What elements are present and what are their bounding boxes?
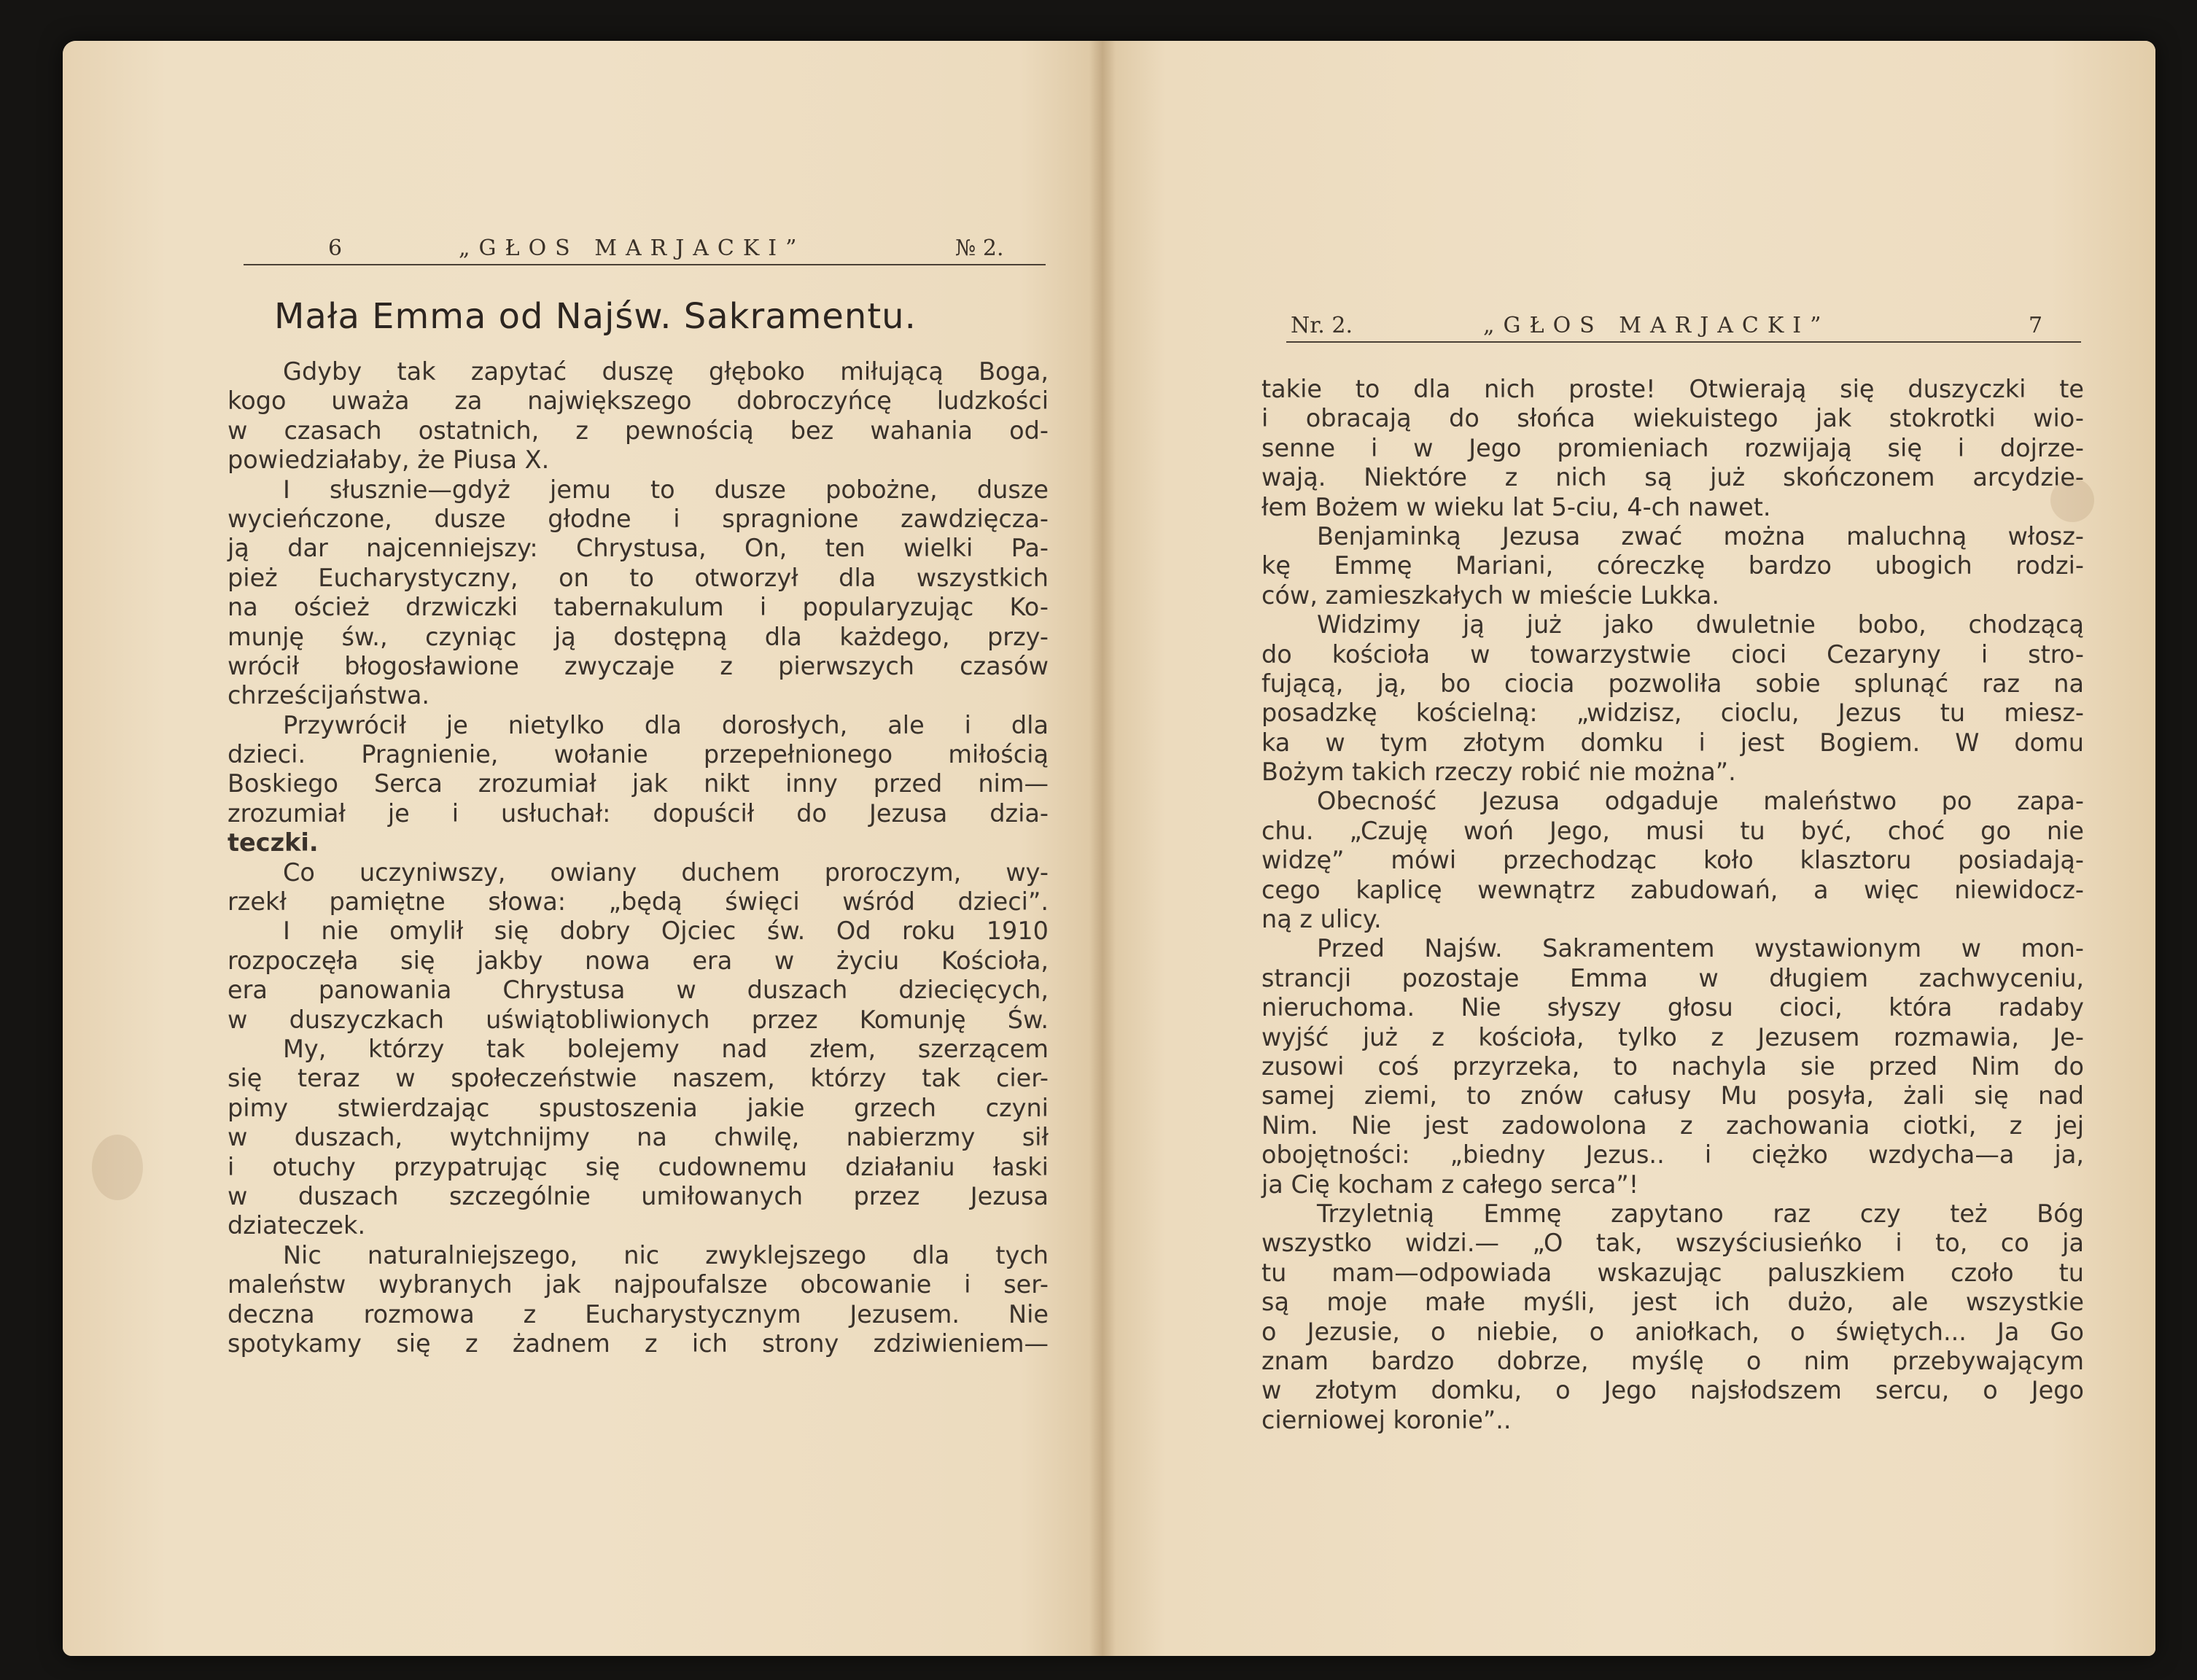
text-line: się teraz w społeczeństwie naszem, którzy tak cier- [228, 1064, 1049, 1093]
right-page-header [1286, 309, 2081, 343]
text-line: Widzimy ją już jako dwuletnie bobo, chodzącą [1317, 610, 2084, 639]
text-line: teczki. [228, 828, 319, 858]
text-line: wrócił błogosławione zwyczaje z pierwszych czasów [228, 651, 1049, 680]
running-title: „GŁOS MARJACKI” [1483, 313, 1830, 338]
text-line: Gdyby tak zapytać duszę głęboko miłującą Boga, [283, 357, 1049, 386]
text-line: w złotym domku, o Jego najsłodszem sercu, o Jego [1261, 1376, 2084, 1405]
text-line: chu. „Czuję woń Jego, musi tu być, choć go nie [1261, 816, 2084, 845]
left-page-header [244, 232, 1046, 265]
text-line: i obracają do słońca wiekuistego jak stokrotki wio- [1261, 404, 2084, 433]
text-line: dzieci. Pragnienie, wołanie przepełnionego miłością [228, 740, 1049, 769]
text-line: deczna rozmowa z Eucharystycznym Jezusem. Nie [228, 1299, 1049, 1329]
text-line: o Jezusie, o niebie, o aniołkach, o świętych... Ja Go [1261, 1317, 2084, 1346]
text-line: Obecność Jezusa odgaduje maleństwo po zapa- [1317, 787, 2084, 816]
text-line: rozpoczęła się jakby nowa era w życiu Kościoła, [228, 946, 1049, 975]
text-line: w duszyczkach uświątobliwionych przez Komunję Św. [228, 1005, 1049, 1034]
text-line: ców, zamieszkałych w mieście Lukka. [1261, 580, 1720, 610]
text-line: posadzkę kościelną: „widzisz, cioclu, Jezus tu miesz- [1261, 699, 2084, 728]
text-line: na oścież drzwiczki tabernakulum i popularyzując Ko- [228, 593, 1049, 622]
issue-number: Nr. 2. [1291, 313, 1353, 338]
text-line: Nic naturalniejszego, nic zwyklejszego dla tych [283, 1240, 1049, 1269]
right-page-body [1261, 375, 2084, 1435]
text-line: dziateczek. [228, 1211, 366, 1240]
text-line: obojętności: „biedny Jezus.. i ciężko wzdycha—a ja, [1261, 1140, 2084, 1170]
text-line: strancji pozostaje Emma w długiem zachwyceniu, [1261, 963, 2084, 992]
text-line: są moje małe myśli, jest ich dużo, ale wszystkie [1261, 1288, 2084, 1317]
text-line: pież Eucharystyczny, on to otworzył dla wszystkich [228, 563, 1049, 592]
text-line: kę Emmę Mariani, córeczkę bardzo ubogich rodzi- [1261, 551, 2084, 580]
text-line: ną z ulicy. [1261, 905, 1382, 934]
text-line: w duszach szczególnie umiłowanych przez Jezusa [228, 1181, 1049, 1210]
page-number: 6 [328, 236, 343, 261]
page-number: 7 [2029, 313, 2043, 338]
text-line: cego kaplicę wewnątrz zabudowań, a więc niewidocz- [1261, 875, 2084, 904]
text-line: cierniowej koronie”.. [1261, 1405, 1512, 1434]
text-line: pimy stwierdzając spustoszenia jakie grzech czyni [228, 1093, 1049, 1122]
text-line: kogo uważa za największego dobroczyńcę ludzkości [228, 386, 1049, 416]
text-line: Co uczyniwszy, owiany duchem proroczym, wy- [283, 858, 1049, 887]
text-line: w czasach ostatnich, z pewnością bez wahania od- [228, 416, 1049, 445]
text-line: wycieńczone, dusze głodne i spragnione zawdzięcza- [228, 504, 1049, 533]
text-line: Bożym takich rzeczy robić nie można”. [1261, 758, 1736, 787]
text-line: łem Bożem w wieku lat 5-ciu, 4-ch nawet. [1261, 492, 1771, 521]
left-page-body [228, 357, 1049, 1358]
text-line: chrześcijaństwa. [228, 681, 430, 710]
booklet-spread [63, 41, 2155, 1656]
text-line: wają. Niektóre z nich są już skończonem arcydzie- [1261, 463, 2084, 492]
text-line: widzę” mówi przechodząc koło klasztoru posiadają- [1261, 846, 2084, 875]
text-line: zrozumiał je i usłuchał: dopuścił do Jezusa dzia- [228, 798, 1049, 828]
running-title: „GŁOS MARJACKI” [459, 236, 806, 261]
text-line: My, którzy tak bolejemy nad złem, szerzącem [283, 1034, 1049, 1063]
text-line: ka w tym złotym domku i jest Bogiem. W domu [1261, 728, 2084, 757]
text-line: maleństw wybranych jak najpoufalsze obcowanie i ser- [228, 1270, 1049, 1299]
text-line: senne i w Jego promieniach rozwijają się i dojrze- [1261, 433, 2084, 462]
text-line: ja Cię kocham z całego serca”! [1261, 1170, 1639, 1199]
text-line: Przywrócił je nietylko dla dorosłych, ale i dla [283, 710, 1049, 739]
text-line: I nie omylił się dobry Ojciec św. Od roku 1910 [283, 917, 1049, 946]
text-line: samej ziemi, to znów całusy Mu posyła, żali się nad [1261, 1081, 2084, 1111]
text-line: fującą, ją, bo ciocia pozwoliła sobie splunąć raz na [1261, 669, 2084, 698]
text-line: znam bardzo dobrze, myślę o nim przebywającym [1261, 1346, 2084, 1375]
text-line: powiedziałaby, że Piusa X. [228, 446, 550, 475]
left-page [63, 41, 1103, 1656]
article-title: Mała Emma od Najśw. Sakramentu. [274, 296, 917, 337]
text-line: Trzyletnią Emmę zapytano raz czy też Bóg [1317, 1199, 2084, 1228]
text-line: w duszach, wytchnijmy na chwilę, nabierzmy sił [228, 1123, 1049, 1152]
book-gutter [1089, 41, 1116, 1656]
text-line: do kościoła w towarzystwie cioci Cezaryny i stro- [1261, 639, 2084, 669]
text-line: i otuchy przypatrując się cudownemu działaniu łaski [228, 1152, 1049, 1181]
text-line: zusowi coś przyrzeka, to nachyla sie przed Nim do [1261, 1051, 2084, 1081]
right-page [1103, 41, 2155, 1656]
text-line: tu mam—odpowiada wskazując paluszkiem czoło tu [1261, 1258, 2084, 1287]
text-line: takie to dla nich proste! Otwierają się duszyczki te [1261, 375, 2084, 403]
text-line: wyjść już z kościoła, tylko z Jezusem rozmawia, Je- [1261, 1022, 2084, 1051]
text-line: rzekł pamiętne słowa: „będą święci wśród dzieci”. [228, 887, 1049, 917]
text-line: I słusznie—gdyż jemu to dusze pobożne, dusze [283, 475, 1049, 504]
text-line: Boskiego Serca zrozumiał jak nikt inny przed nim— [228, 769, 1049, 798]
text-line: wszystko widzi.— „O tak, wszyściusieńko i to, co ja [1261, 1229, 2084, 1258]
text-line: Przed Najśw. Sakramentem wystawionym w mon- [1317, 934, 2084, 963]
text-line: nieruchoma. Nie słyszy głosu cioci, która radaby [1261, 993, 2084, 1022]
text-line: spotykamy się z żadnem z ich strony zdziwieniem— [228, 1329, 1049, 1358]
issue-number: № 2. [955, 236, 1004, 261]
text-line: ją dar najcenniejszy: Chrystusa, On, ten wielki Pa- [228, 534, 1049, 563]
text-line: Nim. Nie jest zadowolona z zachowania ciotki, z jej [1261, 1111, 2084, 1140]
text-line: munję św., czyniąc ją dostępną dla każdego, przy- [228, 622, 1049, 651]
text-line: Benjaminką Jezusa zwać można maluchną włosz- [1317, 521, 2084, 551]
text-line: era panowania Chrystusa w duszach dziecięcych, [228, 976, 1049, 1005]
